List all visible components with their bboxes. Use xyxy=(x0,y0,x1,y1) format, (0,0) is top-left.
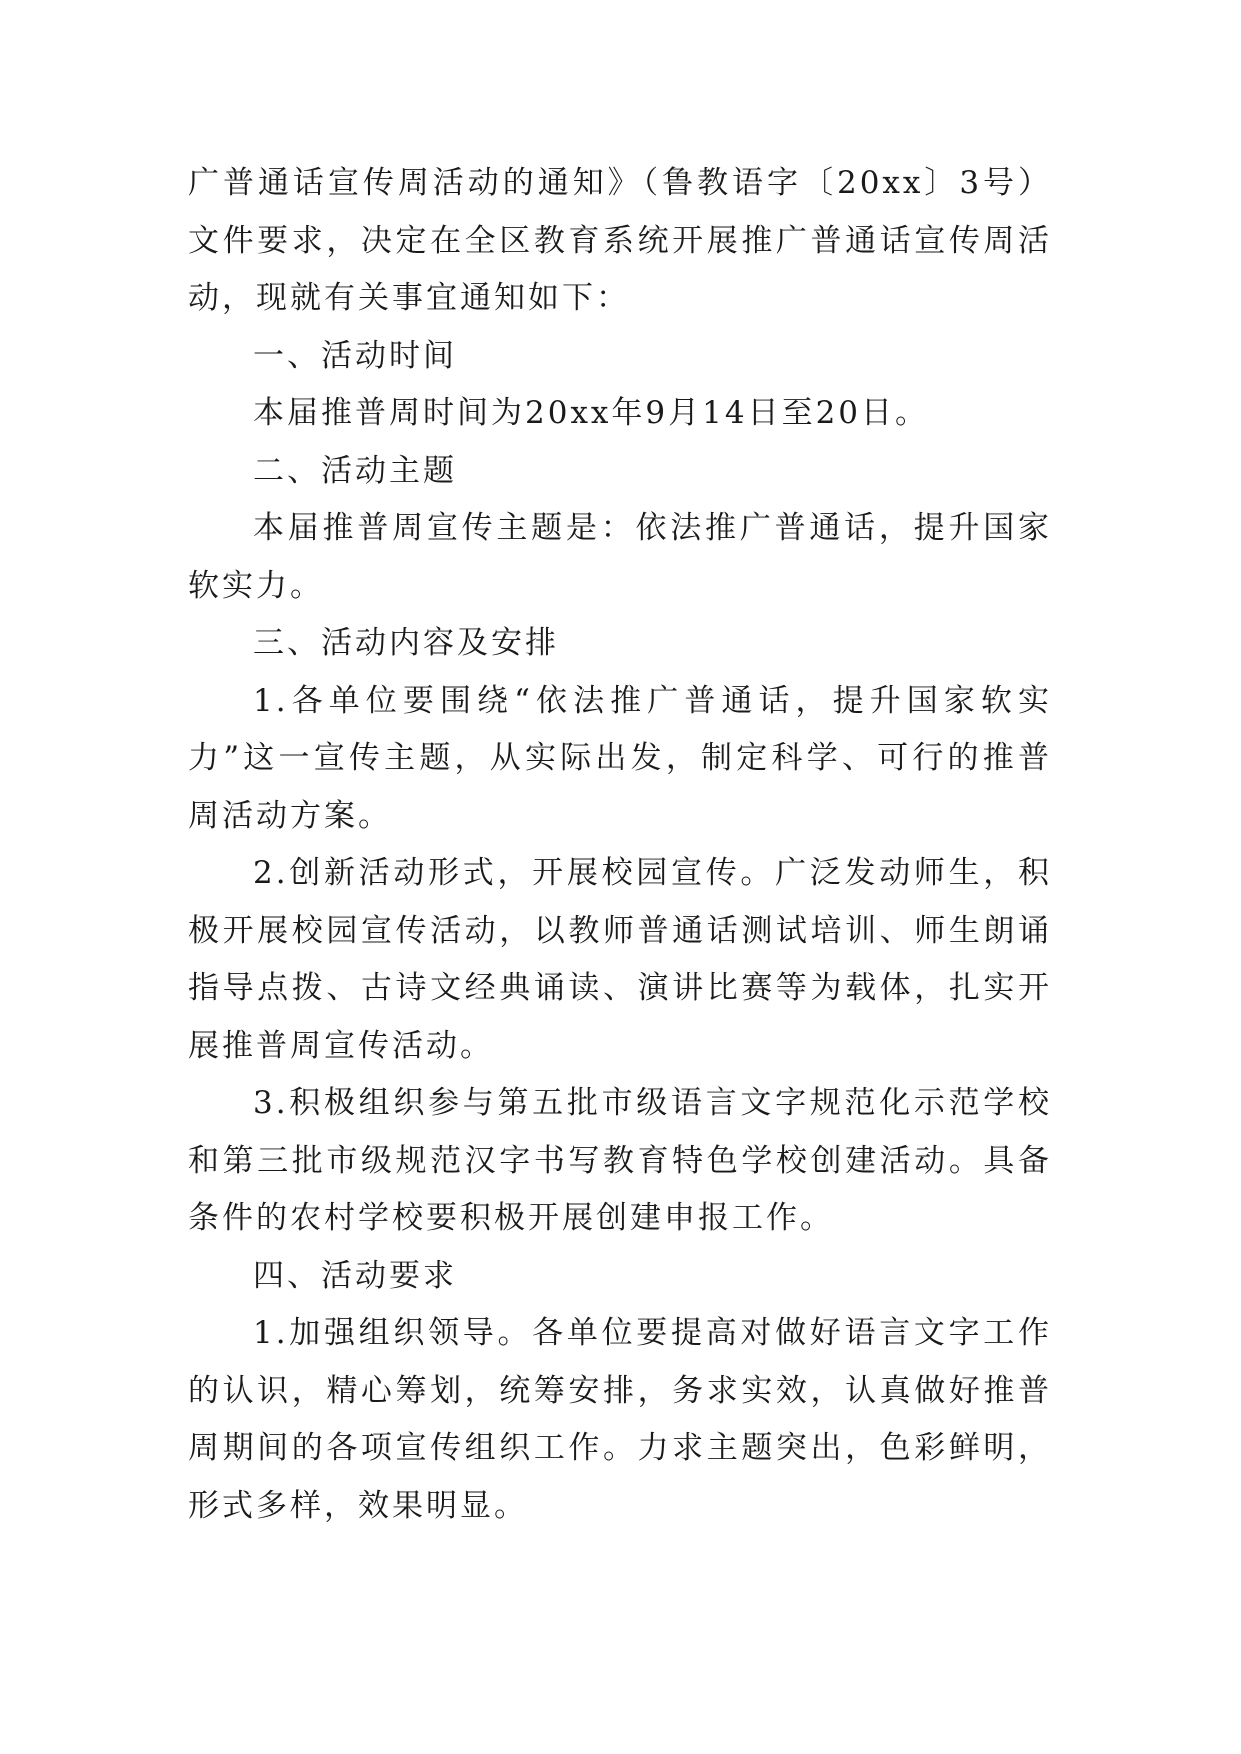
heading-activity-requirements: 四、活动要求 xyxy=(253,1257,457,1294)
document-body xyxy=(188,155,1052,1535)
paragraph-content-item-2: 2.创新活动形式，开展校园宣传。广泛发动师生，积极开展校园宣传活动，以教师普通话测试培训、师生朗诵指导点拨、古诗文经典诵读、演讲比赛等为载体，扎实开展推普周宣传活动。 xyxy=(188,855,1052,1064)
paragraph-content-item-1: 1.各单位要围绕“依法推广普通话，提升国家软实力”这一宣传主题，从实际出发，制定科学、可行的推普周活动方案。 xyxy=(188,682,1052,834)
paragraph-activity-theme: 本届推普周宣传主题是：依法推广普通话，提升国家软实力。 xyxy=(188,510,1052,604)
paragraph-activity-time: 本届推普周时间为20xx年9月14日至20日。 xyxy=(253,395,930,431)
paragraph-content-item-3: 3.积极组织参与第五批市级语言文字规范化示范学校和第三批市级规范汉字书写教育特色学校创建活动。具备条件的农村学校要积极开展创建申报工作。 xyxy=(188,1085,1052,1236)
heading-activity-theme: 二、活动主题 xyxy=(253,452,457,489)
heading-activity-content: 三、活动内容及安排 xyxy=(253,625,559,661)
paragraph-intro: 广普通话宣传周活动的通知》（鲁教语字〔20xx〕3号）文件要求，决定在全区教育系统开展推广普通话宣传周活动，现就有关事宜通知如下： xyxy=(188,165,1052,316)
heading-activity-time: 一、活动时间 xyxy=(253,337,457,374)
paragraph-requirement-item-1: 1.加强组织领导。各单位要提高对做好语言文字工作的认识，精心筹划，统筹安排，务求实效，认真做好推普周期间的各项宣传组织工作。力求主题突出，色彩鲜明，形式多样，效果明显。 xyxy=(188,1315,1052,1524)
